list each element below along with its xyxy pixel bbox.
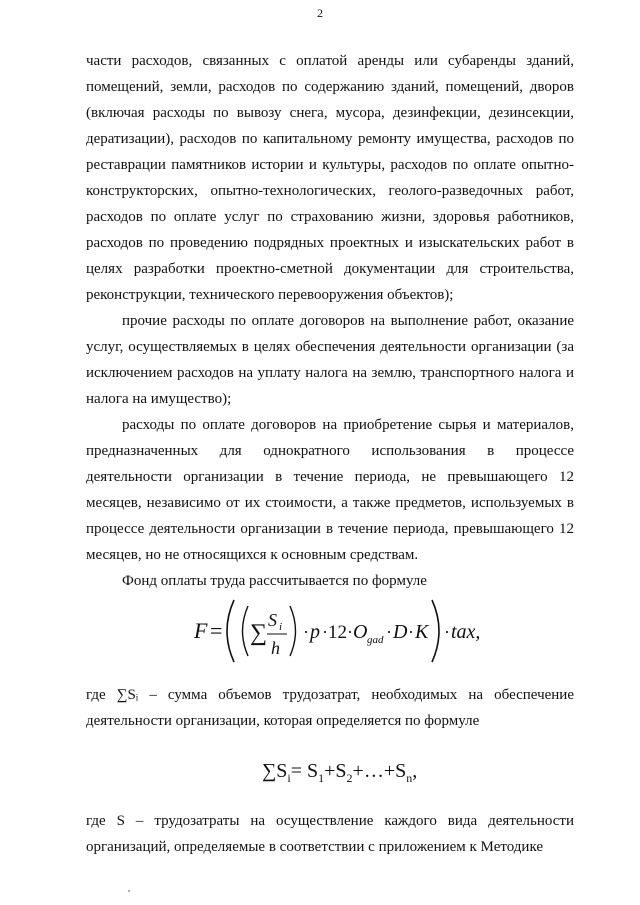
outer-left-paren [227,600,234,662]
formula-equals: = [210,618,223,643]
page-number: 2 [317,6,323,20]
formula-O: O [353,621,368,643]
sum-formula-sub1: 1 [318,771,325,785]
paragraph-formula-intro: Фонд оплаты труда рассчитывается по формуле [122,573,427,589]
sum-formula-sub2: 2 [346,771,353,785]
wage-fund-formula [190,594,490,668]
scan-speck [128,890,130,892]
dot-5: · [408,622,414,642]
formula-D: D [393,621,408,643]
formula-K: K [415,621,429,643]
formula-S: S [268,610,277,630]
sum-formula-equals: = [290,760,303,782]
sum-formula-lhs-sub: i [287,771,291,785]
formula-tax: tax, [451,621,481,643]
sum-formula-dots: +…+ [352,760,396,782]
dot-2: · [322,622,328,642]
sum-formula-sigma: ∑ [262,760,277,782]
paragraph-other-expenses: прочие расходы по оплате договоров на выполнение работ, оказание услуг, осуществляемых в целях обеспечения деятельности организации (за исключением расходов на уплату налога на землю, транспортного налога и налога на имущество); [86,313,574,407]
formula-sigma: ∑ [250,620,268,646]
inner-left-paren [243,606,249,656]
formula-p: p [310,621,320,643]
dot-6: · [444,622,450,642]
dot-1: · [303,622,309,642]
paragraph-expense-list: части расходов, связанных с оплатой аренды или субаренды зданий, помещений, земли, расходов по содержанию зданий, помещений, дворов (включая расходы по вывозу снега, мусора, дезинфекции, дезинсекции, дератизации), расходов по капитальному ремонту имущества, расходов по реставрации памятников истории и культуры, расходов по оплате опытно-конструкторских, опытно-технологических, геолого-разведочных работ, расходов по оплате услуг по страхованию жизни, здоровья работников, расходов по проведению подрядных проектных и изыскательских работ в целях разработки проектно-сметной документации для строительства, реконструкции, технического перевооружения объектов); [86,53,574,303]
sum-formula-plus: + [324,760,336,782]
sum-formula-subn: n [406,771,413,785]
paragraph-sum-definition: где ∑Sᵢ – сумма объемов трудозатрат, необходимых на обеспечение деятельности организации, которая определяется по формуле [86,687,574,729]
sum-formula-Sn: S [395,760,407,782]
inner-right-paren [290,606,296,656]
sum-formula-S1: S [307,760,319,782]
formula-12: 12 [328,622,347,643]
sum-formula-lhs-S: S [276,760,288,782]
outer-right-paren [432,600,439,662]
dot-3: · [347,622,353,642]
sum-formula-S2: S [335,760,347,782]
paragraph-labor-costs: где S – трудозатраты на осуществление каждого вида деятельности организаций, определяемые в соответствии с приложением к Методике [86,813,574,855]
formula-O-subscript: gad [367,634,384,646]
formula-h: h [271,638,280,658]
formula-S-subscript: i [279,621,283,633]
dot-4: · [386,622,392,642]
sum-formula [262,760,417,786]
formula-F: F [194,618,208,643]
paragraph-materials: расходы по оплате договоров на приобретение сырья и материалов, предназначенных для однократного использования в процессе деятельности организации в течение периода, не превышающего 12 месяцев, независимо от их стоимости, а также предметов, используемых в процессе деятельности организации в течение периода, превышающего 12 месяцев, но не относящихся к основным средствам. [86,417,574,563]
sum-formula-tail: , [412,760,418,782]
